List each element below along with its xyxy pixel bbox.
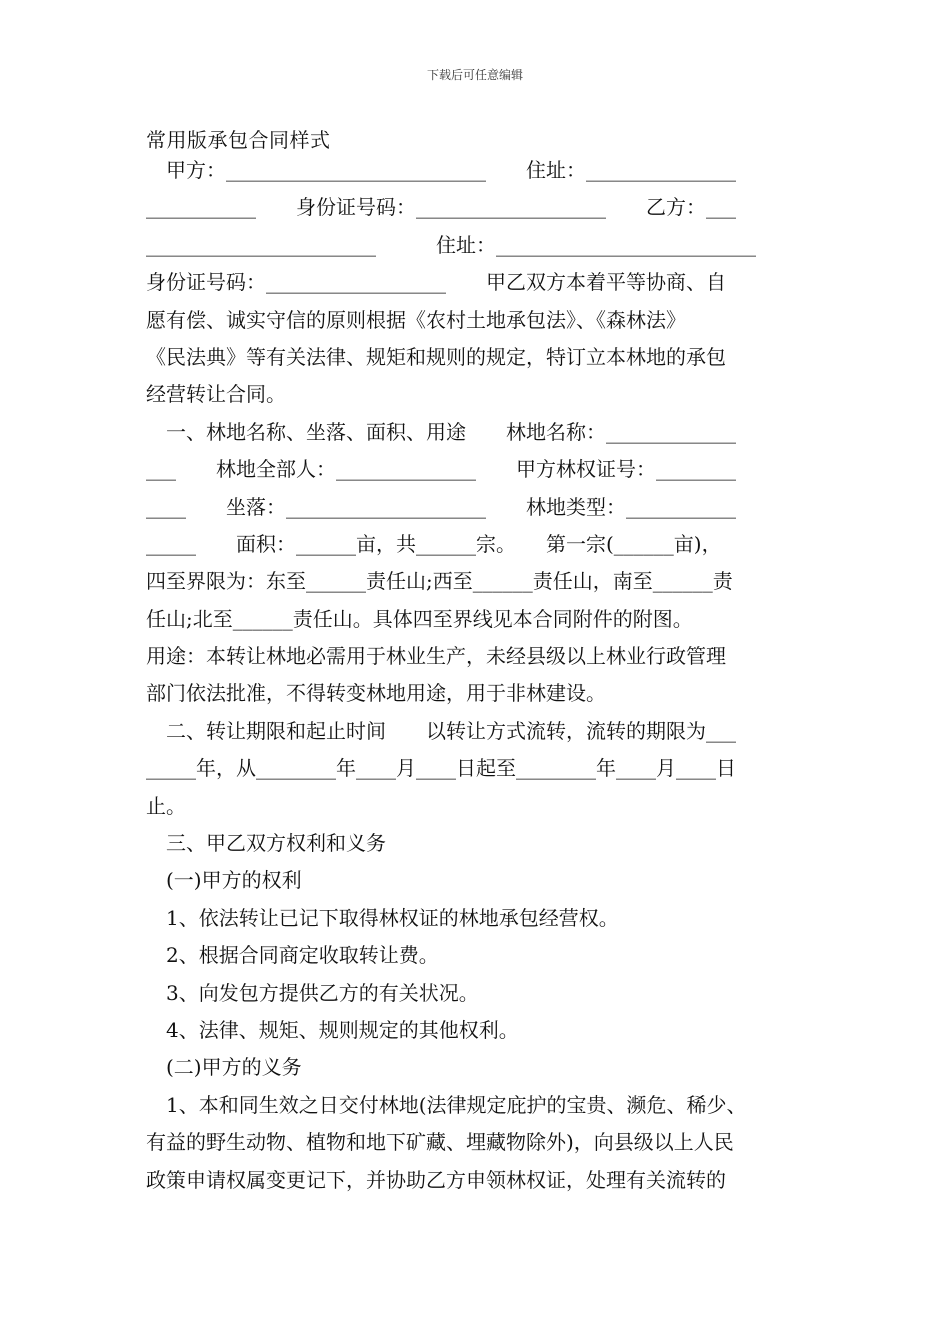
paragraph-line: ____ 坐落：____________________ 林地类型：___________ [146,494,736,519]
id-and-party-b-line: ___________ 身份证号码：___________________ 乙方：___ [146,195,736,220]
paragraph-line: 四至界限为：东至______责任山;西至______责任山，南至______责 [146,569,733,594]
paragraph-line: ___ 林地全部人：______________ 甲方林权证号：________ [146,457,736,482]
document-body [146,152,808,1199]
party-b-address-line: _______________________ 住址：__________________________ [146,232,756,257]
paragraph-line: 身份证号码：__________________ 甲乙双方本着平等协商、自 [146,270,726,295]
party-a-line: 甲方：__________________________ 住址：_______________ [166,158,736,182]
paragraph-line: 有益的野生动物、植物和地下矿藏、埋藏物除外)，向县级以上人民 [146,1130,734,1155]
document-title: 常用版承包合同样式 [146,128,331,152]
paragraph-line: 止。 [146,793,186,818]
list-item: 1、依法转让已记下取得林权证的林地承包经营权。 [166,905,619,930]
list-item: 2、根据合同商定收取转让费。 [166,943,439,968]
subsection-heading: (二)甲方的义务 [166,1055,302,1080]
paragraph-line: 部门依法批准，不得转变林地用途，用于非林建设。 [146,681,606,706]
paragraph-line: 任山;北至______责任山。具体四至界线见本合同附件的附图。 [146,606,693,631]
page-header: 下载后可任意编辑 [426,68,523,82]
paragraph-line: 政策申请权属变更记下，并协助乙方申领林权证，处理有关流转的 [146,1167,726,1192]
paragraph-line: 愿有偿、诚实守信的原则根据《农村土地承包法》、《森林法》 [146,307,686,332]
subsection-heading: (一)甲方的权利 [166,868,302,893]
paragraph-line: _____ 面积：______亩，共______宗。 第一宗(______亩)， [146,531,722,556]
section-heading-3: 三、甲乙双方权利和义务 [166,831,386,856]
paragraph-line: 用途：本转让林地必需用于林业生产，未经县级以上林业行政管理 [146,644,726,669]
list-item: 3、向发包方提供乙方的有关状况。 [166,980,479,1005]
section-heading-1: 一、林地名称、坐落、面积、用途 林地名称：_____________ [166,419,736,444]
paragraph-line: _____年，从________年____月____日起至________年____月____日 [146,756,736,781]
paragraph-line: 经营转让合同。 [146,382,286,407]
list-item: 4、法律、规矩、规则规定的其他权利。 [166,1017,519,1042]
paragraph-line: 《民法典》等有关法律、规矩和规则的规定，特订立本林地的承包 [146,344,726,369]
section-heading-2: 二、转让期限和起止时间 以转让方式流转，流转的期限为___ [166,718,736,743]
list-item: 1、本和同生效之日交付林地(法律规定庇护的宝贵、濒危、稀少、 [166,1092,747,1117]
